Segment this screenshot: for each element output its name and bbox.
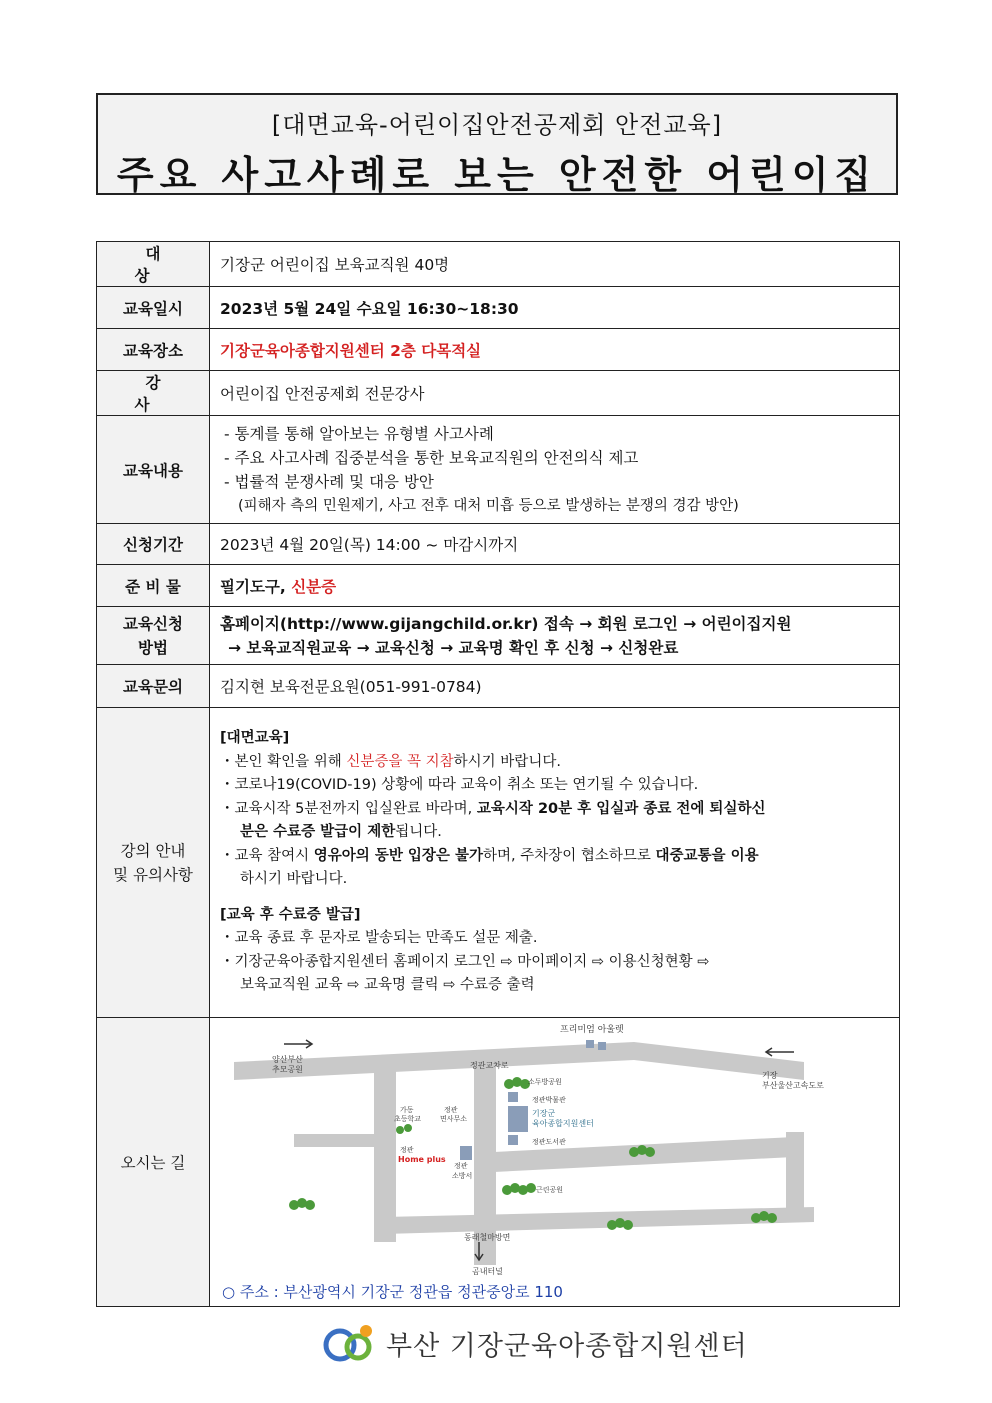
row-lecturer bbox=[97, 371, 900, 416]
location-map bbox=[214, 1022, 894, 1282]
museum-building bbox=[508, 1092, 518, 1102]
notice-heading: [교육 후 수료증 발급] bbox=[220, 906, 361, 923]
notice-item: ・본인 확인을 위해 신분증을 꼭 지참하시기 바랍니다. bbox=[220, 753, 561, 770]
footer bbox=[320, 1318, 748, 1368]
svg-text:프리미엄 아울렛: 프리미엄 아울렛 bbox=[560, 1025, 624, 1035]
svg-text:정관: 정관 bbox=[400, 1146, 414, 1154]
notice-content bbox=[210, 708, 900, 1018]
map-roads bbox=[234, 1042, 814, 1265]
content-list bbox=[210, 416, 900, 524]
row-content bbox=[97, 416, 900, 524]
date-label: 교육일시 bbox=[97, 287, 210, 329]
svg-text:Home plus: Home plus bbox=[398, 1155, 446, 1164]
center-logo-icon bbox=[320, 1321, 378, 1365]
period-value: 2023년 4월 20일(목) 14:00 ~ 마감시까지 bbox=[210, 524, 900, 565]
supplies-value: 필기도구, 신분증 bbox=[210, 565, 900, 607]
page-subtitle: [대면교육-어린이집안전공제회 안전교육] bbox=[271, 111, 723, 139]
svg-text:정관도서관: 정관도서관 bbox=[532, 1138, 566, 1146]
row-supplies bbox=[97, 565, 900, 607]
notice-item: ・교육 종료 후 문자로 발송되는 만족도 설문 제출. bbox=[220, 930, 538, 947]
content-item: (피해자 측의 민원제기, 사고 전후 대처 미흡 등으로 발생하는 분쟁의 경감 방안) bbox=[238, 497, 739, 514]
svg-text:육아종합지원센터: 육아종합지원센터 bbox=[532, 1119, 594, 1128]
svg-text:추모공원: 추모공원 bbox=[272, 1065, 303, 1074]
row-place bbox=[97, 329, 900, 371]
row-notice bbox=[97, 708, 900, 1018]
svg-text:동래철마방면: 동래철마방면 bbox=[464, 1233, 511, 1242]
content-item: - 통계를 통해 알아보는 유형별 사고사례 bbox=[224, 424, 494, 443]
contact-value: 김지현 보육전문요원(051-991-0784) bbox=[210, 665, 900, 708]
notice-item: ・교육시작 5분전까지 입실완료 바라며, 교육시작 20분 후 입실과 종료 전에 퇴실하신 bbox=[220, 800, 766, 817]
svg-text:정관박물관: 정관박물관 bbox=[532, 1096, 566, 1104]
svg-text:정관: 정관 bbox=[444, 1106, 458, 1114]
fire-station-building bbox=[460, 1146, 472, 1160]
road-bottom bbox=[384, 1207, 814, 1234]
svg-text:기장군: 기장군 bbox=[532, 1109, 556, 1118]
svg-text:부산울산고속도로: 부산울산고속도로 bbox=[762, 1081, 824, 1090]
svg-text:곰내터널: 곰내터널 bbox=[472, 1267, 503, 1276]
date-value: 2023년 5월 24일 수요일 16:30~18:30 bbox=[210, 287, 900, 329]
footer-org-name: 부산 기장군육아종합지원센터 bbox=[386, 1330, 748, 1362]
page-title: 주요 사고사례로 보는 안전한 어린이집 bbox=[116, 153, 878, 197]
center-building bbox=[508, 1106, 528, 1132]
row-period bbox=[97, 524, 900, 565]
address-text: ○ 주소 : 부산광역시 기장군 정관읍 정관중앙로 110 bbox=[222, 1283, 563, 1301]
notice-item-cont: 분은 수료증 발급이 제한됩니다. bbox=[240, 824, 442, 841]
notice-item: ・기장군육아종합지원센터 홈페이지 로그인 ⇨ 마이페이지 ⇨ 이용신청현황 ⇨ bbox=[220, 953, 710, 970]
notice-item-cont: 보육교직원 교육 ⇨ 교육명 클릭 ⇨ 수료증 출력 bbox=[240, 977, 535, 994]
lecturer-value: 어린이집 안전공제회 전문강사 bbox=[210, 371, 900, 416]
title-box bbox=[96, 93, 898, 195]
svg-text:양산부산: 양산부산 bbox=[272, 1055, 303, 1064]
apply-value bbox=[210, 607, 900, 665]
row-apply bbox=[97, 607, 900, 665]
row-date bbox=[97, 287, 900, 329]
svg-text:소두방공원: 소두방공원 bbox=[528, 1078, 562, 1086]
apply-line: 홈페이지(http://www.gijangchild.or.kr) 접속 → 회원 로그인 → 어린이집지원 bbox=[220, 614, 792, 633]
map-label: 오시는 길 bbox=[97, 1018, 210, 1307]
notice-item: ・코로나19(COVID-19) 상황에 따라 교육이 취소 또는 연기될 수 있습니다. bbox=[220, 777, 699, 794]
content-item: - 법률적 분쟁사례 및 대응 방안 bbox=[224, 472, 434, 491]
svg-text:면사무소: 면사무소 bbox=[440, 1115, 468, 1123]
info-table bbox=[96, 241, 900, 1307]
row-map bbox=[97, 1018, 900, 1307]
map-cell bbox=[210, 1018, 900, 1307]
road-left-spur bbox=[294, 1134, 374, 1147]
svg-text:정관: 정관 bbox=[454, 1162, 468, 1170]
target-value: 기장군 어린이집 보육교직원 40명 bbox=[210, 242, 900, 287]
target-label: 대 상 bbox=[97, 242, 210, 287]
svg-text:정관교차로: 정관교차로 bbox=[470, 1061, 509, 1070]
content-label: 교육내용 bbox=[97, 416, 210, 524]
apply-label: 교육신청 방법 bbox=[97, 607, 210, 665]
notice-item: ・교육 참여시 영유아의 동반 입장은 불가하며, 주차장이 협소하므로 대중교통을 이용 bbox=[220, 847, 759, 864]
row-contact bbox=[97, 665, 900, 708]
supplies-label: 준 비 물 bbox=[97, 565, 210, 607]
notice-heading: [대면교육] bbox=[220, 730, 290, 747]
outlet-building bbox=[586, 1040, 594, 1048]
road-top-right bbox=[634, 1042, 804, 1080]
svg-text:가동: 가동 bbox=[400, 1106, 414, 1114]
contact-label: 교육문의 bbox=[97, 665, 210, 708]
content-item: - 주요 사고사례 집중분석을 통한 보육교직원의 안전의식 제고 bbox=[224, 448, 639, 467]
notice-item-cont: 하시기 바랍니다. bbox=[240, 871, 348, 888]
place-value: 기장군육아종합지원센터 2층 다목적실 bbox=[210, 329, 900, 371]
svg-text:기장: 기장 bbox=[762, 1071, 778, 1080]
notice-label: 강의 안내 및 유의사항 bbox=[97, 708, 210, 1018]
library-building bbox=[508, 1135, 518, 1145]
period-label: 신청기간 bbox=[97, 524, 210, 565]
apply-line: → 보육교직원교육 → 교육신청 → 교육명 확인 후 신청 → 신청완료 bbox=[228, 638, 679, 657]
lecturer-label: 강 사 bbox=[97, 371, 210, 416]
road-left-vertical bbox=[374, 1062, 396, 1242]
svg-text:소방서: 소방서 bbox=[452, 1172, 473, 1180]
place-label: 교육장소 bbox=[97, 329, 210, 371]
svg-text:근린공원: 근린공원 bbox=[536, 1186, 564, 1194]
row-target bbox=[97, 242, 900, 287]
svg-text:초등학교: 초등학교 bbox=[394, 1115, 422, 1123]
